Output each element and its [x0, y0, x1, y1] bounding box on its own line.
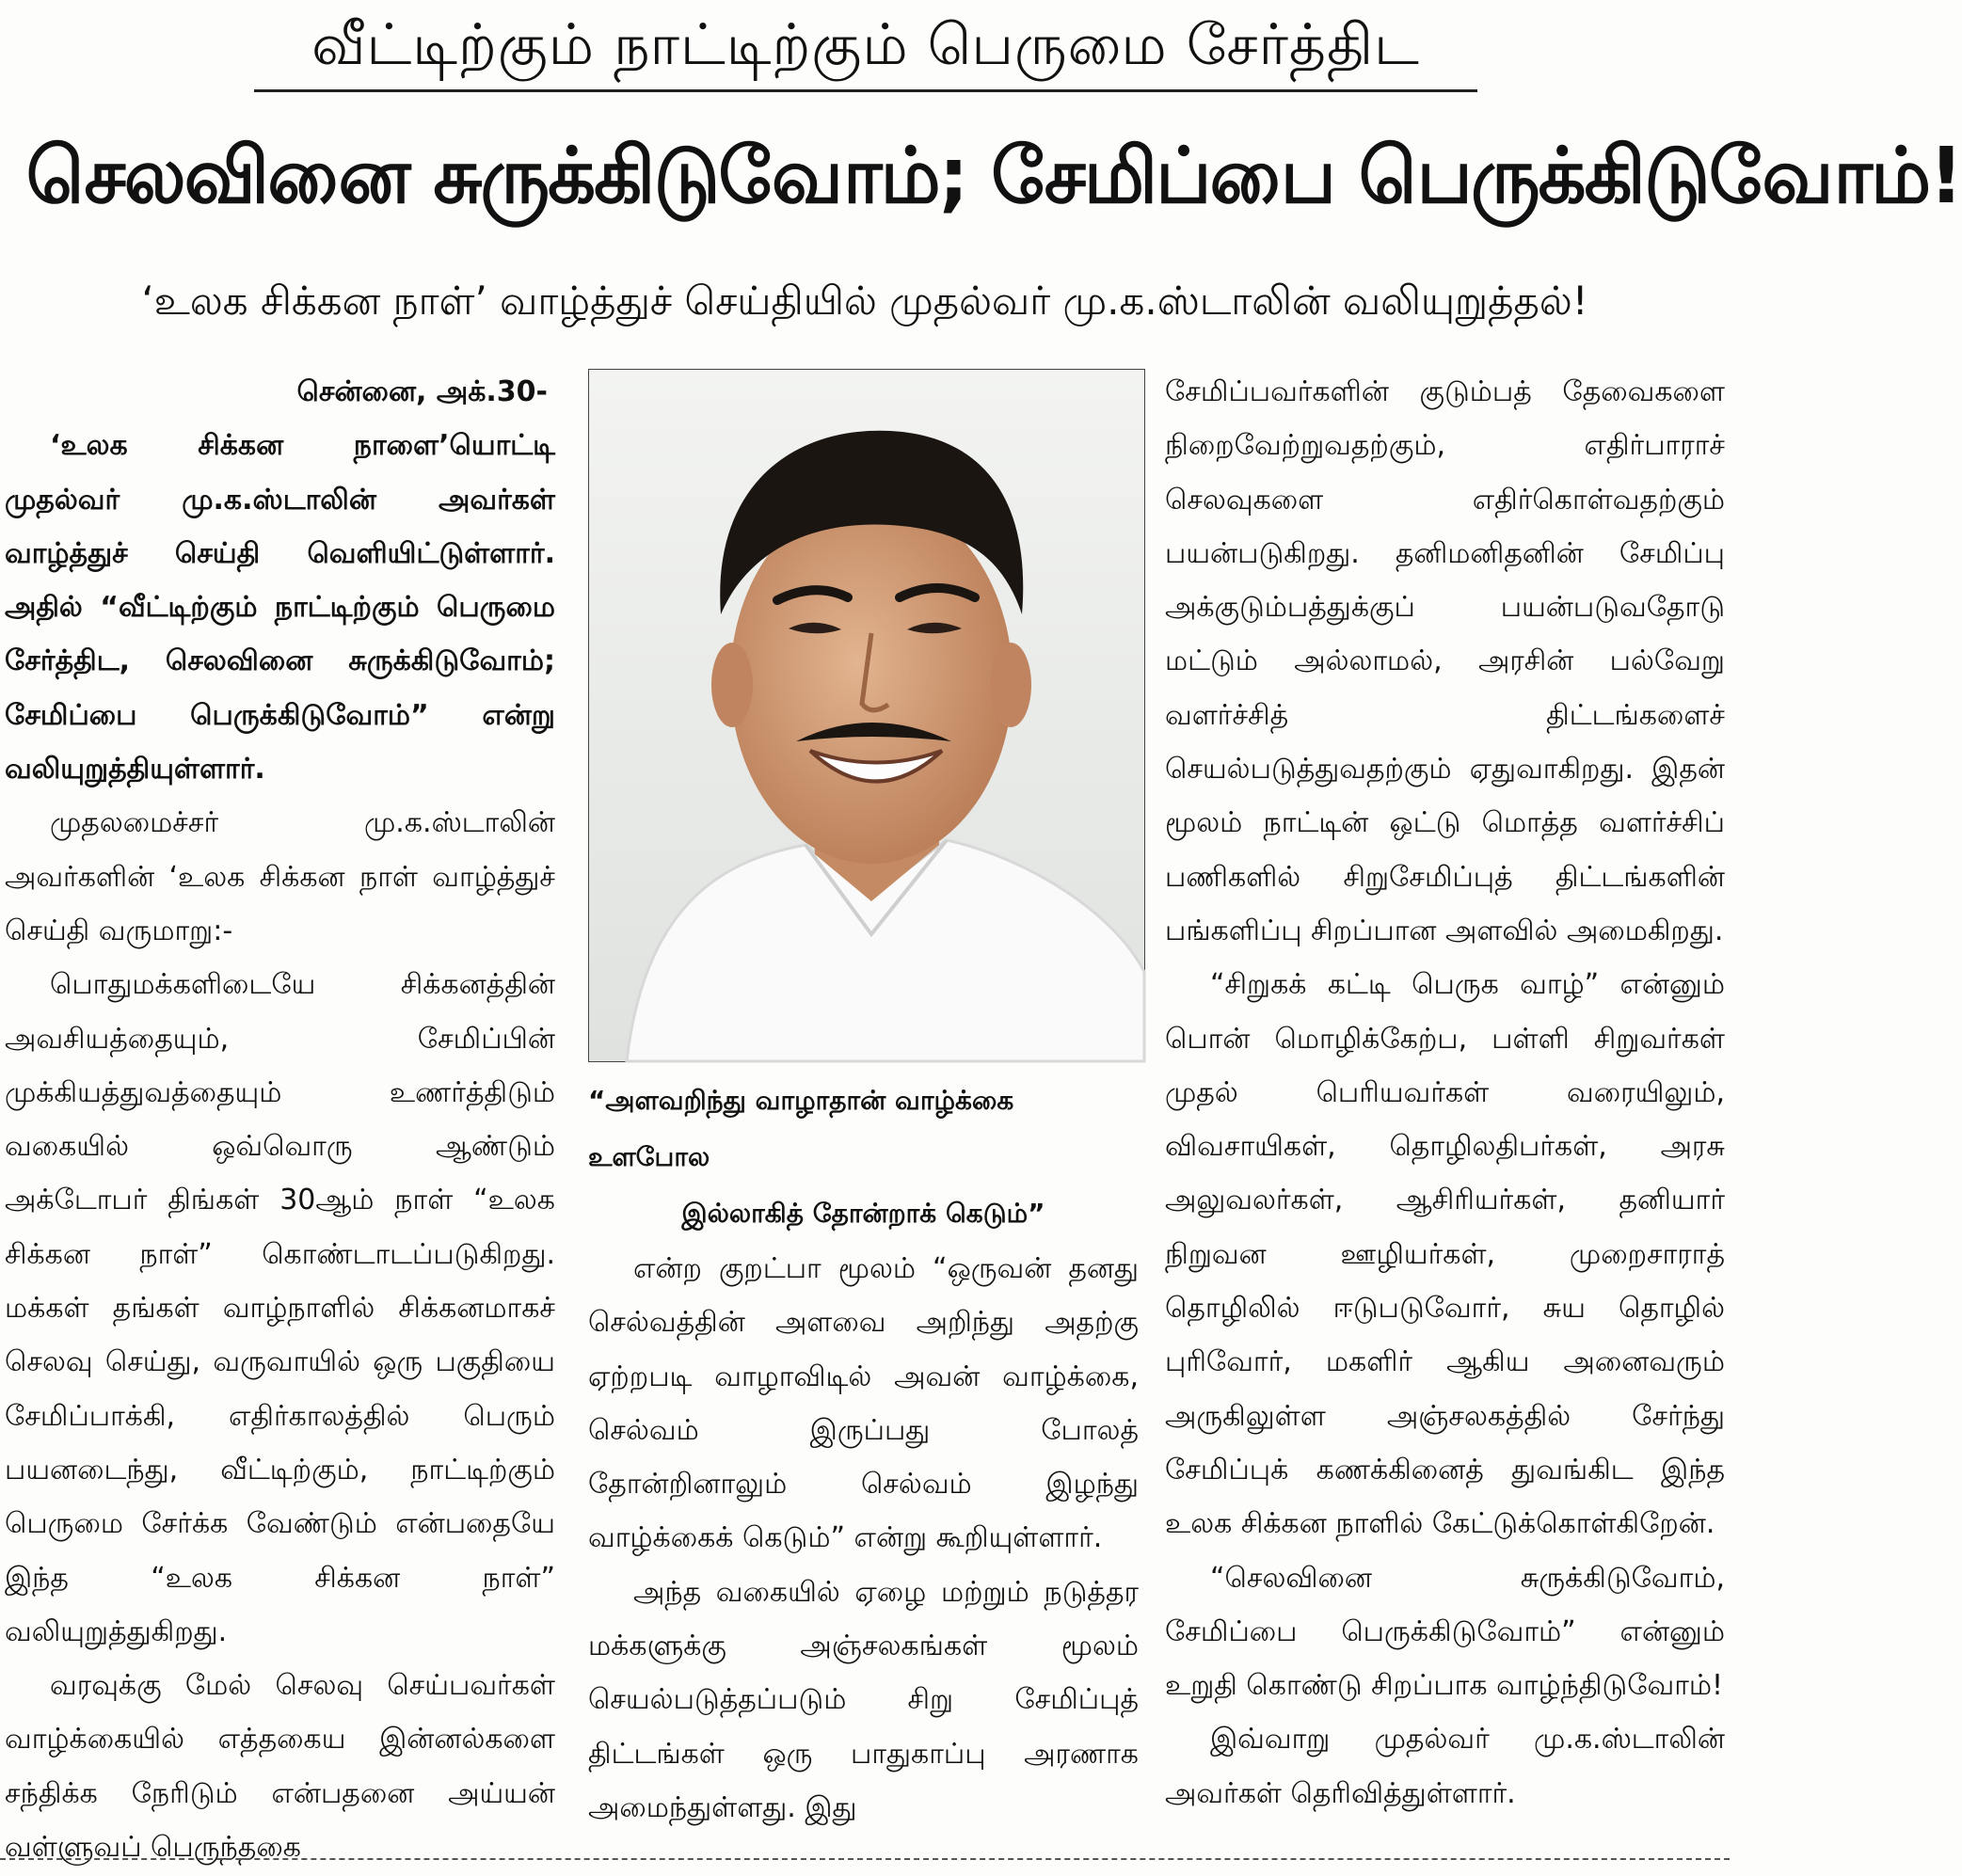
body-paragraph: சேமிப்பவர்களின் குடும்பத் தேவைகளை நிறைவேற்றுவதற்கும், எதிர்பாராச் செலவுகளை எதிர்கொள்வதற்கும் பயன்படுகிறது. தனிமனிதனின் சேமிப்பு அக்குடும்பத்துக்குப் பயன்படுவதோடு மட்டும் அல்லாமல், அரசின் பல்வேறு வளர்ச்சித் திட்டங்களைச் செயல்படுத்துவதற்கும் ஏதுவாகிறது. இதன் மூலம் நாட்டின் ஒட்டு மொத்த வளர்ச்சிப் பணிகளில் சிறுசேமிப்புத் திட்டங்களின் பங்களிப்பு சிறப்பான அளவில் அமைகிறது. — [1165, 375, 1725, 947]
article-column-left — [5, 365, 555, 1874]
body-paragraph: என்ற குறட்பா மூலம் “ஒருவன் தனது செல்வத்தின் அளவை அறிந்து அதற்கு ஏற்றபடி வாழாவிடில் அவன் வாழ்க்கை, செல்வம் இருப்பது போலத் தோன்றினாலும் செல்வம் இழந்து வாழ்க்கைக் கெடும்” என்று கூறியுள்ளார். — [588, 1252, 1139, 1555]
article-column-middle — [588, 1242, 1139, 1835]
body-paragraph: “செலவினை சுருக்கிடுவோம், சேமிப்பை பெருக்கிடுவோம்” என்னும் உறுதி கொண்டு சிறப்பாக வாழ்ந்திடுவோம்! — [1165, 1561, 1725, 1703]
body-paragraph: “சிறுகக் கட்டி பெருக வாழ்” என்னும் பொன் மொழிக்கேற்ப, பள்ளி சிறுவர்கள் முதல் பெரியவர்கள் வரையிலும், விவசாயிகள், தொழிலதிபர்கள், அரசு அலுவலர்கள், ஆசிரியர்கள், தனியார் நிறுவன ஊழியர்கள், முறைசாராத் தொழிலில் ஈடுபடுவோர், சுய தொழில் புரிவோர், மகளிர் ஆகிய அனைவரும் அருகிலுள்ள அஞ்சலகத்தில் சேர்ந்து சேமிப்புக் கணக்கினைத் துவங்கிட இந்த உலக சிக்கன நாளில் கேட்டுக்கொள்கிறேன். — [1165, 968, 1725, 1541]
lead-paragraph: ‘உலக சிக்கன நாளை’யொட்டி முதல்வர் மு.க.ஸ்டாலின் அவர்கள் வாழ்த்துச் செய்தி வெளியிட்டுள்ளார். அதில் “வீட்டிற்கும் நாட்டிற்கும் பெருமை சேர்த்திட, செலவினை சுருக்கிடுவோம்; சேமிப்பை பெருக்கிடுவோம்” என்று வலியுறுத்தியுள்ளார். — [5, 429, 555, 787]
body-paragraph: அந்த வகையில் ஏழை மற்றும் நடுத்தர மக்களுக்கு அஞ்சலகங்கள் மூலம் செயல்படுத்தப்படும் சிறு சேமிப்புத் திட்டங்கள் ஒரு பாதுகாப்பு அரணாக அமைந்துள்ளது. இது — [588, 1575, 1139, 1824]
sub-headline: ‘உலக சிக்கன நாள்’ வாழ்த்துச் செய்தியில் முதல்வர் மு.க.ஸ்டாலின் வலியுறுத்தல்! — [141, 278, 1588, 324]
kicker-underline — [254, 89, 1477, 92]
footer-dashed-rule — [0, 1858, 1730, 1860]
couplet-line-2: இல்லாகித் தோன்றாக் கெடும்” — [681, 1198, 1045, 1229]
body-paragraph: முதலமைச்சர் மு.க.ஸ்டாலின் அவர்களின் ‘உலக சிக்கன நாள் வாழ்த்துச் செய்தி வருமாறு:- — [5, 806, 555, 947]
article-column-right — [1165, 365, 1725, 1820]
main-headline: செலவினை சுருக்கிடுவோம்; சேமிப்பை பெருக்கிடுவோம்! — [25, 132, 1962, 221]
kicker-heading: வீட்டிற்கும் நாட்டிற்கும் பெருமை சேர்த்திட — [311, 12, 1420, 78]
body-paragraph: இவ்வாறு முதல்வர் மு.க.ஸ்டாலின் அவர்கள் தெரிவித்துள்ளார். — [1165, 1723, 1725, 1810]
dateline: சென்னை, அக்.30- — [296, 375, 548, 408]
couplet-line-1: “அளவறிந்து வாழாதான் வாழ்க்கை உளபோல — [588, 1085, 1014, 1172]
body-paragraph: பொதுமக்களிடையே சிக்கனத்தின் அவசியத்தையும், சேமிப்பின் முக்கியத்துவத்தையும் உணர்த்திடும் வகையில் ஒவ்வொரு ஆண்டும் அக்டோபர் திங்கள் 30ஆம் நாள் “உலக சிக்கன நாள்” கொண்டாடப்படுகிறது. மக்கள் தங்கள் வாழ்நாளில் சிக்கனமாகச் செலவு செய்து, வருவாயில் ஒரு பகுதியை சேமிப்பாக்கி, எதிர்காலத்தில் பெரும் பயனடைந்து, வீட்டிற்கும், நாட்டிற்கும் பெருமை சேர்க்க வேண்டும் என்பதையே இந்த “உலக சிக்கன நாள்” வலியுறுத்துகிறது. — [5, 968, 555, 1648]
photo-caption-couplet — [588, 1073, 1139, 1242]
body-paragraph: வரவுக்கு மேல் செலவு செய்பவர்கள் வாழ்க்கையில் எத்தகைய இன்னல்களை சந்திக்க நேரிடும் என்பதனை அய்யன் வள்ளுவப் பெருந்தகை — [5, 1669, 555, 1865]
chief-minister-photo — [588, 369, 1145, 1062]
portrait-illustration — [589, 370, 1144, 1061]
